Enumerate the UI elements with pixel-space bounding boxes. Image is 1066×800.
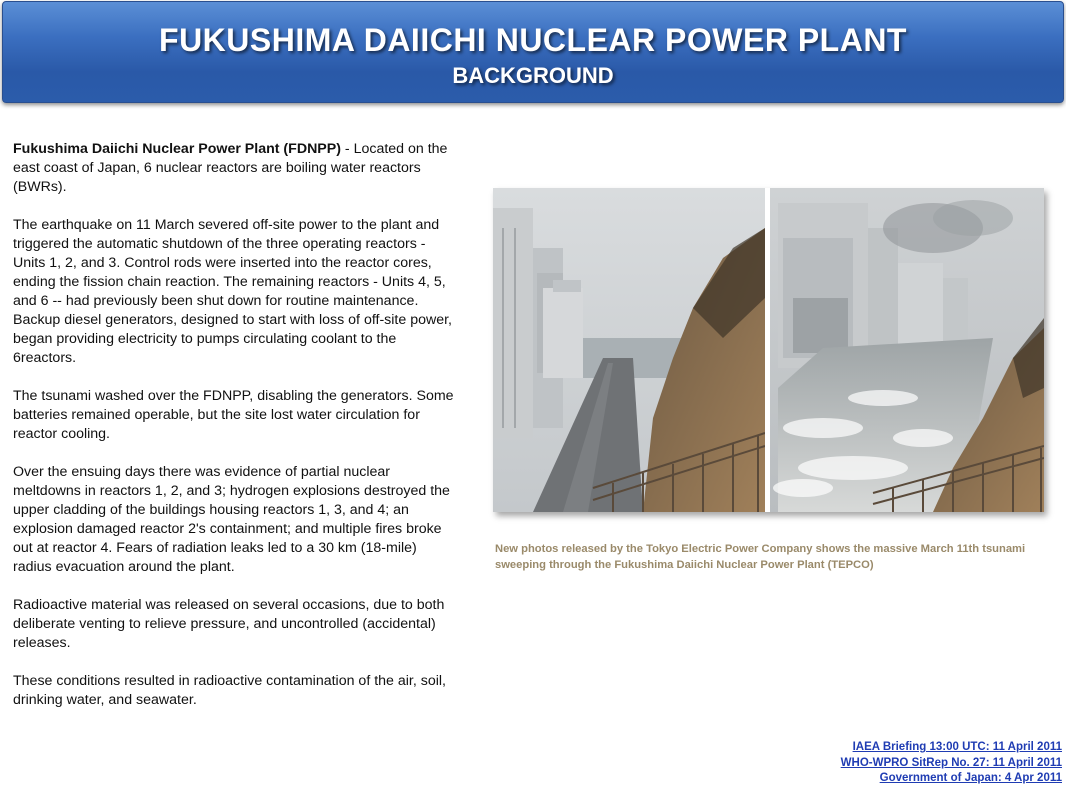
photo-tsunami-panel <box>770 188 1044 512</box>
tsunami-photo <box>493 188 1044 512</box>
source-link-japan[interactable]: Government of Japan: 4 Apr 2011 <box>879 772 1062 784</box>
lead-bold-text: Fukushima Daiichi Nuclear Power Plant (FDNPP) <box>13 141 341 157</box>
paragraph-tsunami: The tsunami washed over the FDNPP, disabling the generators. Some batteries remained operable, but the site lost water circulation for reactor cooling. <box>13 388 454 442</box>
source-link-who[interactable]: WHO-WPRO SitRep No. 27: 11 April 2011 <box>840 756 1062 769</box>
tsunami-photo-illustration <box>493 188 1044 512</box>
paragraph-meltdowns: Over the ensuing days there was evidence of partial nuclear meltdowns in reactors 1, 2, and 3; hydrogen explosions destroyed the upper cladding of the buildings housing reactors 1, 3, and 4; an explosion damaged reactor 2's containment; and multiple fires broke out at reactor 4. Fears of radiation leaks led to a 30 km (18-mile) radius evacuation around the plant. <box>13 464 450 575</box>
page-subtitle: BACKGROUND <box>452 63 614 88</box>
paragraph-earthquake: The earthquake on 11 March severed off-site power to the plant and triggered the automatic shutdown of the three operating reactors - Units 1, 2, and 3. Control rods were inserted into the reactor cores, ending the fission chain reaction. The remaining reactors - Units 4, 5, and 6 -- had previously been shut down for routine maintenance. Backup diesel generators, designed to start with loss of off-site power, began providing electricity to pumps circulating coolant to the 6reactors. <box>13 217 453 366</box>
paragraph-releases: Radioactive material was released on several occasions, due to both deliberate venting to relieve pressure, and uncontrolled (accidental) releases. <box>13 597 445 651</box>
source-link-iaea[interactable]: IAEA Briefing 13:00 UTC: 11 April 2011 <box>852 741 1062 753</box>
body-text <box>13 140 459 729</box>
sources-list <box>841 740 1062 787</box>
paragraph-contamination: These conditions resulted in radioactive contamination of the air, soil, drinking water, and seawater. <box>13 673 446 708</box>
page-title: FUKUSHIMA DAIICHI NUCLEAR POWER PLANT <box>159 22 907 58</box>
lead-paragraph <box>13 140 459 197</box>
title-banner <box>2 1 1064 103</box>
photo-before-panel <box>493 188 765 512</box>
photo-caption: New photos released by the Tokyo Electric Power Company shows the massive March 11th tsunami sweeping through the Fukushima Daiichi Nuclear Power Plant (TEPCO) <box>495 543 1026 571</box>
lead-rest-text: - Located on the east coast of Japan, 6 nuclear reactors are boiling water reactors (BWRs). <box>13 141 448 195</box>
